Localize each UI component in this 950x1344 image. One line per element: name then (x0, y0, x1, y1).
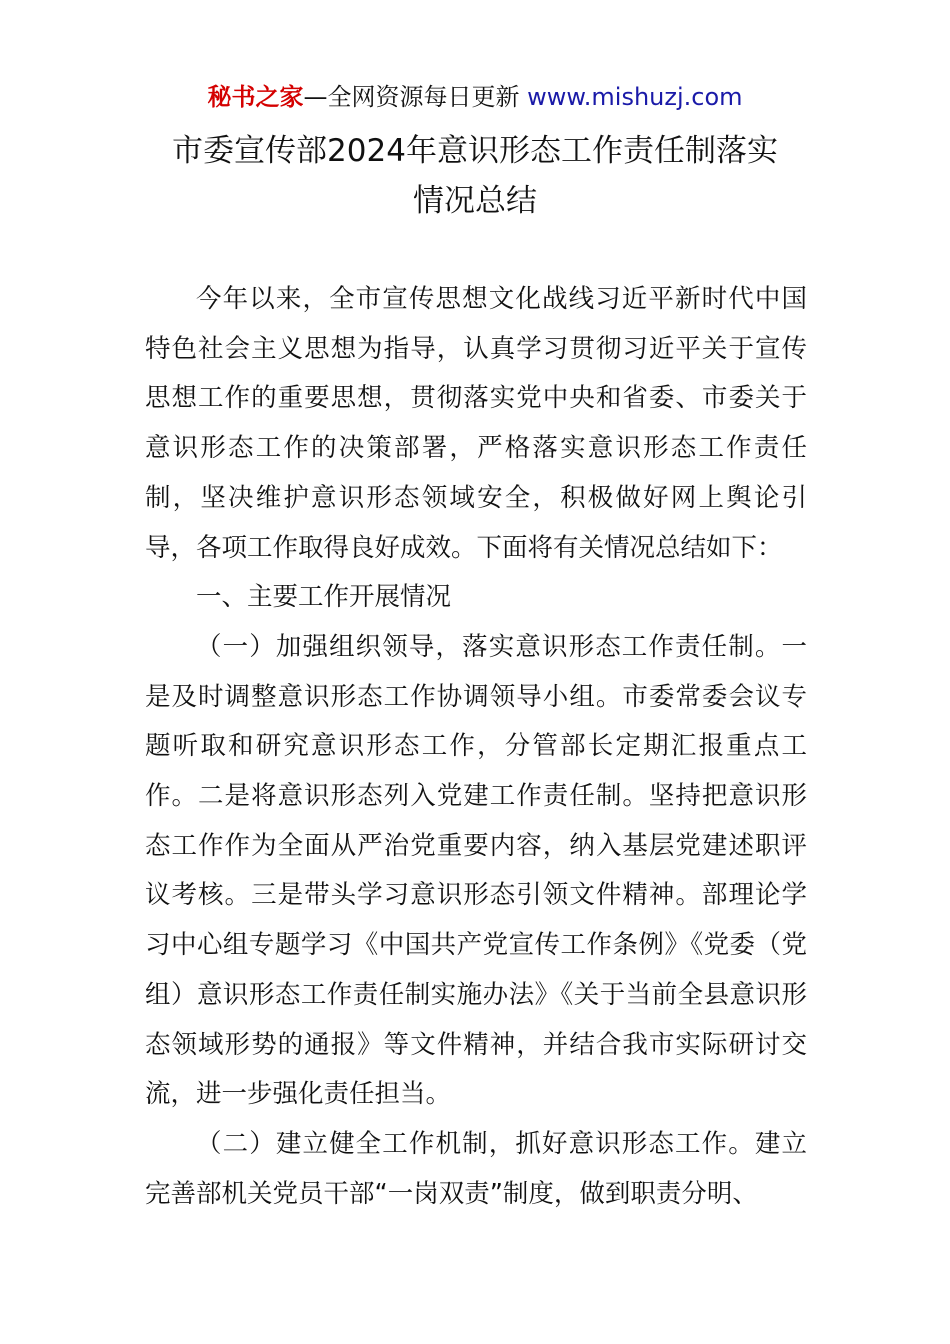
site-url-link[interactable]: www.mishuzj.com (527, 83, 743, 111)
subsection-paragraph-2: （二）建立健全工作机制，抓好意识形态工作。建立完善部机关党员干部“一岗双责”制度，做到职责分明、 (145, 1128, 807, 1209)
intro-paragraph: 今年以来，全市宣传思想文化战线习近平新时代中国特色社会主义思想为指导，认真学习贯彻习近平关于宣传思想工作的重要思想，贯彻落实党中央和省委、市委关于意识形态工作的决策部署，严格落实意识形态工作责任制，坚决维护意识形态领域安全，积极做好网上舆论引导，各项工作取得良好成效。下面将有关情况总结如下： (145, 284, 807, 563)
document-title (0, 126, 950, 226)
site-header (0, 80, 950, 114)
title-line-1: 市委宣传部2024年意识形态工作责任制落实 (172, 133, 778, 169)
brand-name: 秘书之家 (207, 83, 304, 111)
subsection-paragraph-1: （一）加强组织领导，落实意识形态工作责任制。一是及时调整意识形态工作协调领导小组。市委常委会议专题听取和研究意识形态工作，分管部长定期汇报重点工作。二是将意识形态列入党建工作责任制。坚持把意识形态工作作为全面从严治党重要内容，纳入基层党建述职评议考核。三是带头学习意识形态引领文件精神。部理论学习中心组专题学习《中国共产党宣传工作条例》《党委（党组）意识形态工作责任制实施办法》《关于当前全县意识形态领域形势的通报》等文件精神，并结合我市实际研讨交流，进一步强化责任担当。 (145, 631, 807, 1110)
title-line-2: 情况总结 (413, 183, 537, 219)
section-heading-1: 一、主要工作开展情况 (196, 582, 452, 613)
header-tagline: —全网资源每日更新 (303, 83, 520, 111)
document-body (145, 275, 807, 1219)
